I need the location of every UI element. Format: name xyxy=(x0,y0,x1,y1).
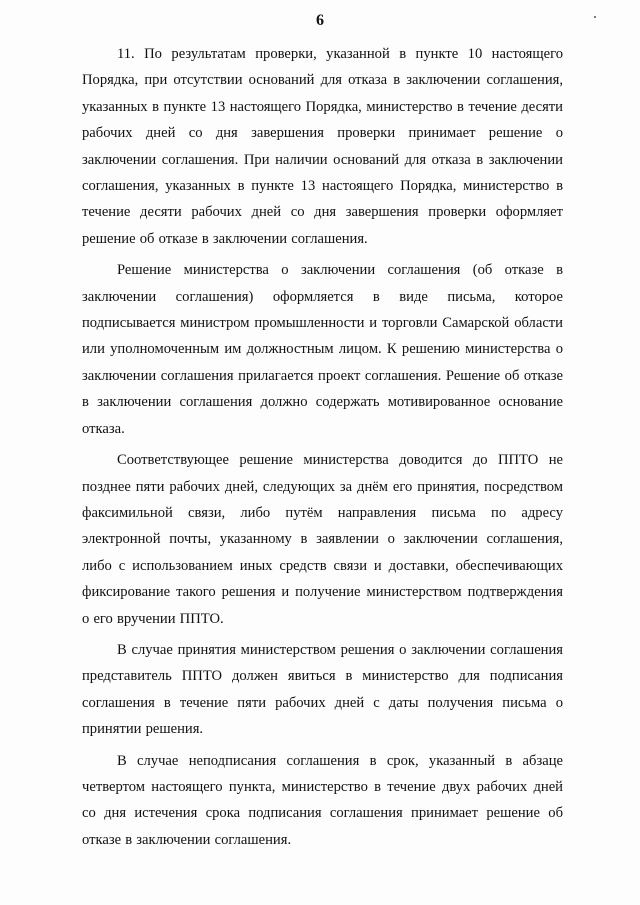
scan-artifact xyxy=(594,16,596,18)
page-number: 6 xyxy=(316,12,324,29)
document-body xyxy=(82,41,563,853)
paragraph-2: Решение министерства о заключении соглашения (об отказе в заключении соглашения) оформляется в виде письма, которое подписывается министром промышленности и торговли Самарской области или уполномоченным им должностным лицом. К решению министерства о заключении соглашения прилагается проект соглашения. Решение об отказе в заключении соглашения должно содержать мотивированное основание отказа. xyxy=(82,262,563,437)
paragraph-5: В случае неподписания соглашения в срок, указанный в абзаце четвертом настоящего пункта, министерство в течение двух рабочих дней со дня истечения срока подписания соглашения принимает решение об отказе в заключении соглашения. xyxy=(82,752,563,848)
paragraph-4: В случае принятия министерством решения о заключении соглашения представитель ППТО должен явиться в министерство для подписания соглашения в течение пяти рабочих дней с даты получения письма о принятии решения. xyxy=(82,641,563,738)
paragraph-3: Соответствующее решение министерства доводится до ППТО не позднее пяти рабочих дней, следующих за днём его принятия, посредством факсимильной связи, либо путём направления письма по адресу электронной почты, указанному в заявлении о заключении соглашения, либо с использованием иных средств связи и доставки, обеспечивающих фиксирование такого решения и получение министерством подтверждения о его вручении ППТО. xyxy=(82,452,563,627)
paragraph-1: 11. По результатам проверки, указанной в пункте 10 настоящего Порядка, при отсутствии оснований для отказа в заключении соглашения, указанных в пункте 13 настоящего Порядка, министерство в течение десяти рабочих дней со дня завершения проверки принимает решение о заключении соглашения. При наличии оснований для отказа в заключении соглашения, указанных в пункте 13 настоящего Порядка, министерство в течение десяти рабочих дней со дня завершения проверки оформляет решение об отказе в заключении соглашения. xyxy=(82,46,563,247)
